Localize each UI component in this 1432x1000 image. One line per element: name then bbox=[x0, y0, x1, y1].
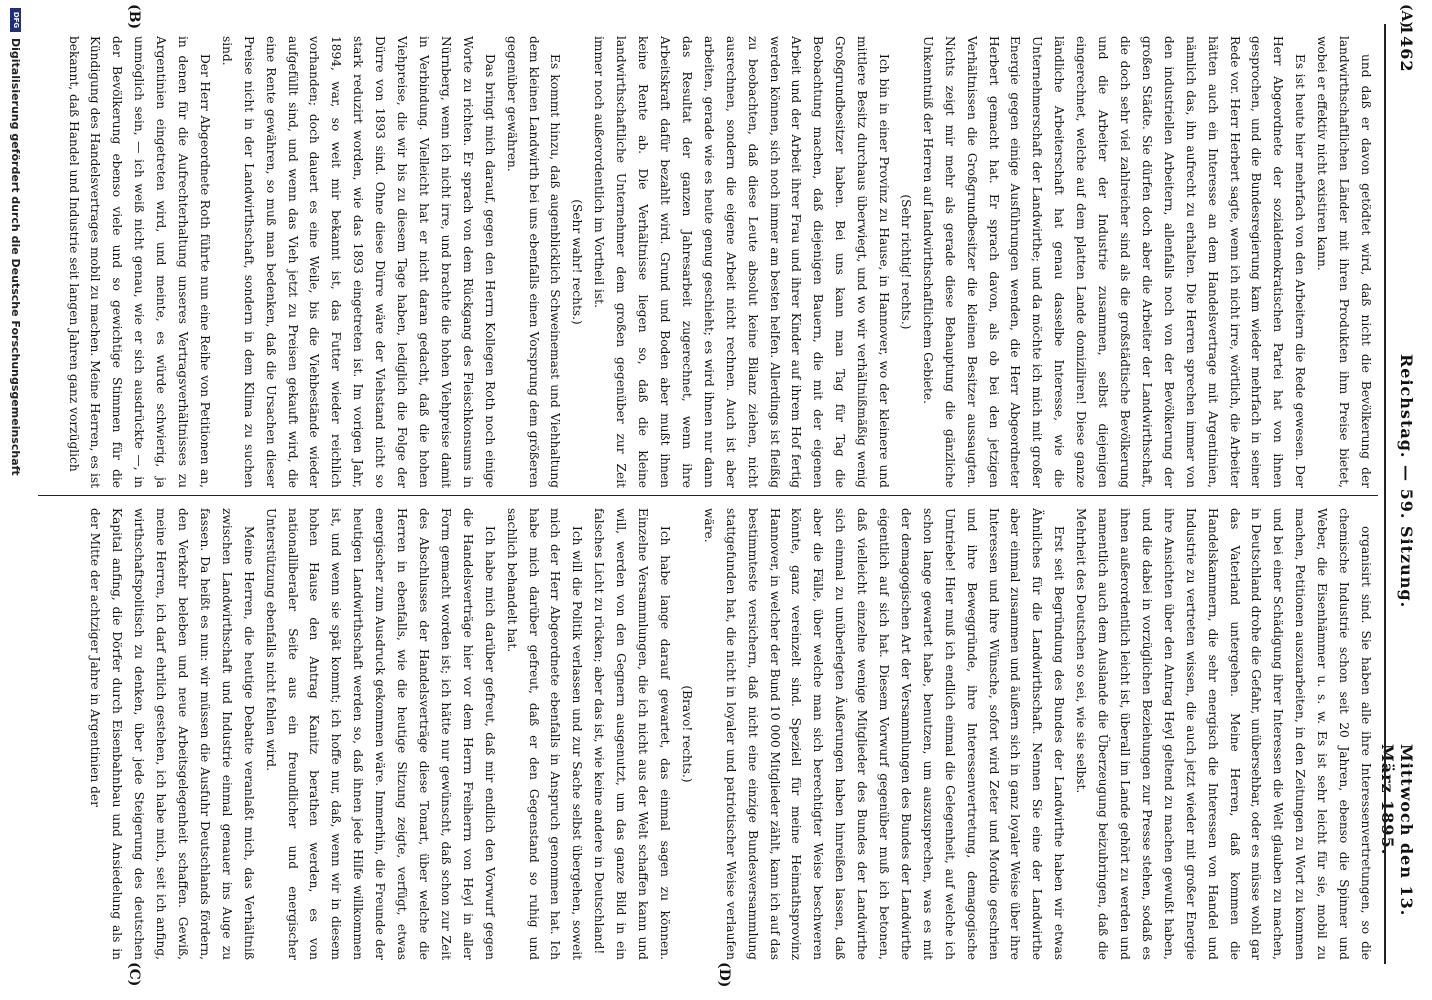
left-column bbox=[36, 36, 1376, 488]
paragraph: Das bringt mich darauf, gegen den Herrn Kollegen Roth noch einige Worte zu richten. Er sprach von dem Rückgang des Fleischkonsums in Nürnberg, wenn ich nicht irre, und brachte die hohen Viehpreise damit in Verbindung. Vielleicht hat er nicht daran gedacht, daß die hohen Viehpreise, die wir bis zu diesem Tage haben, lediglich die Folge der Dürre von 1893 sind. Ohne diese Dürre wäre der Viehstand nicht so stark reduzirt worden, wie das 1893 eingetreten ist. Im vorigen Jahr, 1894, war, so weit mir bekannt ist, das Futter wieder reichlich vorhanden; doch dauert es eine Weile, bis die Viehbestände wieder aufgefüllt sind, und wenn das Vieh jetzt zu Preisen gekauft wird, die eine Rente gewähren, so muß man bedenken, daß die Ursachen dieser Preise nicht in der Landwirthschaft, sondern in dem Klima zu suchen sind. bbox=[219, 36, 497, 488]
credit-text: Digitalisierung gefördert durch die Deutsche Forschungsgemeinschaft bbox=[9, 38, 23, 476]
paragraph: Es kommt hinzu, daß augenblicklich Schweinemast und Viehhaltung dem kleinen Landwirth bei uns ebenfalls einen Vorsprung dem größeren gegenüber gewähren. bbox=[504, 36, 563, 488]
right-column bbox=[36, 508, 1376, 960]
paragraph: Ich bin in einer Provinz zu Hause, in Hannover, wo der kleinere und mittlere Besitz durchaus überwiegt, und wo wir verhältnißmäßig wenig Großgrundbesitzer haben. Bei uns kann man Tag für Tag die Beobachtung machen, daß diejenigen Bauern, die mit der eigenen Arbeit und der Arbeit ihrer Frau und ihrer Kinder auf ihrem Hof fertig werden können, sich noch immer am besten helfen. Allerdings ist fleißig zu beobachten, daß diese Leute absolut keine Bilanz ziehen, nicht ausrechnen, sondern die eigene Arbeit nicht rechnen. Auch ist aber arbeiten, gerade wie es heute genug geschieht; es wird ihnen nur dann das Resultat der ganzen Jahresarbeit zugerechnet, wenn ihre Arbeitskraft dafür bezahlt wird. Grund und Boden aber mußt ihnen keine Rente ab. Die Verhältnisse liegen so, daß die kleine landwirthschaftliche Unternehmer dem großen gegenüber zur Zeit immer noch außerordentlich im Vortheil ist. bbox=[592, 36, 892, 488]
paragraph: Ich will die Politik verlassen und zur Sache selbst übergehen, soweit mich der Herr Abgeordnete ebenfalls in Anspruch genommen hat. Ich habe mich darüber gefreut, daß er den Gegenstand so ruhig und sachlich behandelt hat. bbox=[504, 508, 585, 960]
header-rule bbox=[1384, 24, 1386, 964]
margin-marker-c: (C) bbox=[126, 962, 142, 987]
dfg-logo-icon: DFG bbox=[11, 8, 22, 32]
margin-marker-b: (B) bbox=[126, 4, 142, 30]
paragraph: und daß er davon getödtet wird, daß nicht die Bevölkerung der landwirthschaftlichen Länder mit ihren Produkten ihm Preise bietet, wobei er effektiv nicht existiren kann. bbox=[1315, 36, 1373, 488]
paragraph: Ich habe lange darauf gewartet, das einmal sagen zu können. Einzelne Versammlungen, die ich nicht aus der Welt schaffen kann und will, werden von den Gegnern ausgenutzt, um das ganze Bild in ein falsches Licht zu rücken; aber das ist, wie keine andere in Deutschland! bbox=[592, 508, 672, 960]
paragraph: Der Herr Abgeordnete Roth führte nun eine Reihe von Petitionen an, in denen für die Aufrechterhaltung unseres Vertragsverhältnisses zu Argentinien eingetreten wird, und meinte, es würde schwierig, ja unmöglich sein, — ich weiß nicht genau, wie er sich ausdrückte —, in der Bevölkerung ebenso viele und so gewichtige Stimmen für die Kündigung des Handelsvertrages mobil zu machen. Meine Herren, es ist bekannt, daß Handel und Industrie seit langen Jahren ganz vorzüglich bbox=[66, 36, 212, 488]
paragraph: Erst seit Begründung des Bundes der Landwirthe haben wir etwas Ähnliches für die Landwirthschaft. Nennen Sie eine der Landwirthe aber einmal zusammen und äußern sich in ganz loyaler Weise über ihre Interessen und ihre Wünsche, sofort wird Zeter und Mordio geschrien und ihre Beweggründe, ihre Interessenvertretung, demagogische Umtriebe! Hier muß ich endlich einmal die Gelegenheit, auf welche ich schon lange gewartet habe, benutzen, um auszusprechen, was es mit der demagogischen Art der Versammlungen des Bundes der Landwirthe eigentlich auf sich hat. Diesem Vorwurf gegenüber muß ich betonen, daß vielleicht einzelne wenige Mitglieder des Bundes der Landwirthe sich einmal zu unüberlegten Äußerungen haben hinreißen lassen, daß aber die Fälle, über welche man sich berechtigter Weise beschweren könnte, ganz vereinzelt sind. Speziell für meine Heimathsprovinz Hannover, in welcher der Bund 10 000 Mitglieder zählt, kann ich auf das bestimmteste versichern, daß nicht eine einzige Bundesversammlung stattgefunden hat, die nicht in loyaler und patriotischer Weise verlaufen wäre. bbox=[701, 508, 1067, 960]
paragraph: Ich habe mich darüber gefreut, daß mir endlich den Vorwurf gegen die Handelsverträge hier vor dem Herrn Freiherrn von Heyl in aller Form gemacht worden ist; ich hätte nur gewünscht, daß schon zur Zeit des Abschlusses der Handelsverträge diese Tonart, über welche die Herren in ebenfalls, wie die heutige Sitzung zeigte, verfügt, etwas energischer zum Ausdruck gekommen wäre. Immerhin, die Freunde der heutigen Landwirthschaft werden so, daß ihnen jede Hilfe willkommen ist, und wenn sie spät kommt; ich hoffe nur, daß, wenn wir in diesem hohen Hause den Antrag Kanitz berathen werden, es von nationalliberaler Seite aus ein freundlicher und energischer Unterstützung ebenfalls nicht fehlen wird. bbox=[263, 508, 497, 960]
header-center: Reichstag. — 59. Sitzung. bbox=[1397, 354, 1416, 609]
digitization-credit bbox=[6, 8, 26, 998]
margin-marker-d: (D) bbox=[716, 962, 732, 988]
margin-marker-a: (A) bbox=[1398, 4, 1414, 29]
interjection: (Sehr wahr! rechts.) bbox=[570, 199, 585, 325]
interjection: (Bravo! rechts.) bbox=[679, 685, 694, 783]
paragraph: Es ist heute hier mehrfach von den Arbeitern die Rede gewesen. Der Herr Abgeordnete der sozialdemokratischen Partei hat von ihnen gesprochen, und die Bundesregierung kam wieder mehrfach in seiner Rede vor. Herr Herbert sagte, wenn ich nicht irre, wörtlich, die Arbeiter hätten auch ein Interesse an dem Handelsvertrage mit Argentinien, nämlich das, ihn aufrecht zu erhalten. Die Herren sprechen immer von den industriellen Arbeitern, allenfalls noch von der Bevölkerung der großen Städte. Sie dürfen doch aber die Arbeiter der Landwirthschaft, die doch sehr viel zahlreicher sind als die großstädtische Bevölkerung und die Arbeiter der Industrie zusammen, selbst diejenigen eingerechnet, welche auf dem platten Lande domiziliren! Diese ganze ländliche Arbeiterschaft hat genau dasselbe Interesse, wie die Unternehmerschaft der Landwirthe; und da möchte ich mich mit großer Energie gegen einige Ausführungen wenden, die Herr Abgeordneter Herbert gemacht hat. Er sprach davon, als ob bei den jetzigen Verhältnissen die Großgrundbesitzer die kleinen Besitzer aussaugten. Nichts zeigt mir mehr als gerade diese Behauptung die gänzliche Unkenntniß der Herren auf landwirthschaftlichem Gebiete. bbox=[920, 36, 1308, 488]
page-header bbox=[1378, 24, 1422, 964]
paragraph: Meine Herren, die heutige Debatte veranlaßt mich, das Verhältniß zwischen Landwirthschaft und Industrie einmal genauer ins Auge zu fassen. Da heißt es nun: wir müssen die Ausfuhr Deutschlands fördern, den Verkehr beleben und neue Arbeitsgelegenheit schaffen. Gewiß, meine Herren, ich darf ehrlich gestehen, ich habe mich, seit ich anfing, wirthschaftspolitisch zu denken, über jede Steigerung des deutschen Kapital anfing, die Dörfer durch Eisenbahnbau und Ansiedelung als in der Mitte der achtziger Jahre in Argentinien der bbox=[88, 508, 256, 960]
paragraph: organisirt sind. Sie haben alle ihre Interessenvertretungen, so die chemische Industrie schon seit 20 Jahren, ebenso die Spinner und Weber, die Eisenhämmer u. s. w. Es ist sehr leicht für sie, mobil zu machen, Petitionen auszuarbeiten, in den Zeitungen zu Wort zu kommen und bei einer Schädigung ihrer Interessen die Welt glauben zu machen, in Deutschland drohe die Gefahr, unübersehbar, oder es müsse wohl gar das Vaterland untergehen. Meine Herren, daß kommen die Handelskammern, die sehr energisch die Interessen von Handel und Industrie zu vertreten wissen, die auch jetzt wieder mit großer Energie ihre Ansichten über den Antrag Heyl geltend zu machen gewußt haben, und die dabei in vorzüglichen Beziehungen zur Presse stehen, sodaß es ihnen außerordentlich leicht ist, überall im Lande gehört zu werden und namentlich auch dem Auslande die Überzeugung beizubringen, daß die Mehrheit des Deutschen so sei, wie sie selbst. bbox=[1074, 508, 1373, 960]
header-date: Mittwoch den 13. März 1895. bbox=[1378, 744, 1416, 917]
page-number: 1462 bbox=[1397, 24, 1416, 73]
column-divider bbox=[38, 495, 1378, 496]
interjection: (Sehr richtig! rechts.) bbox=[898, 194, 913, 330]
